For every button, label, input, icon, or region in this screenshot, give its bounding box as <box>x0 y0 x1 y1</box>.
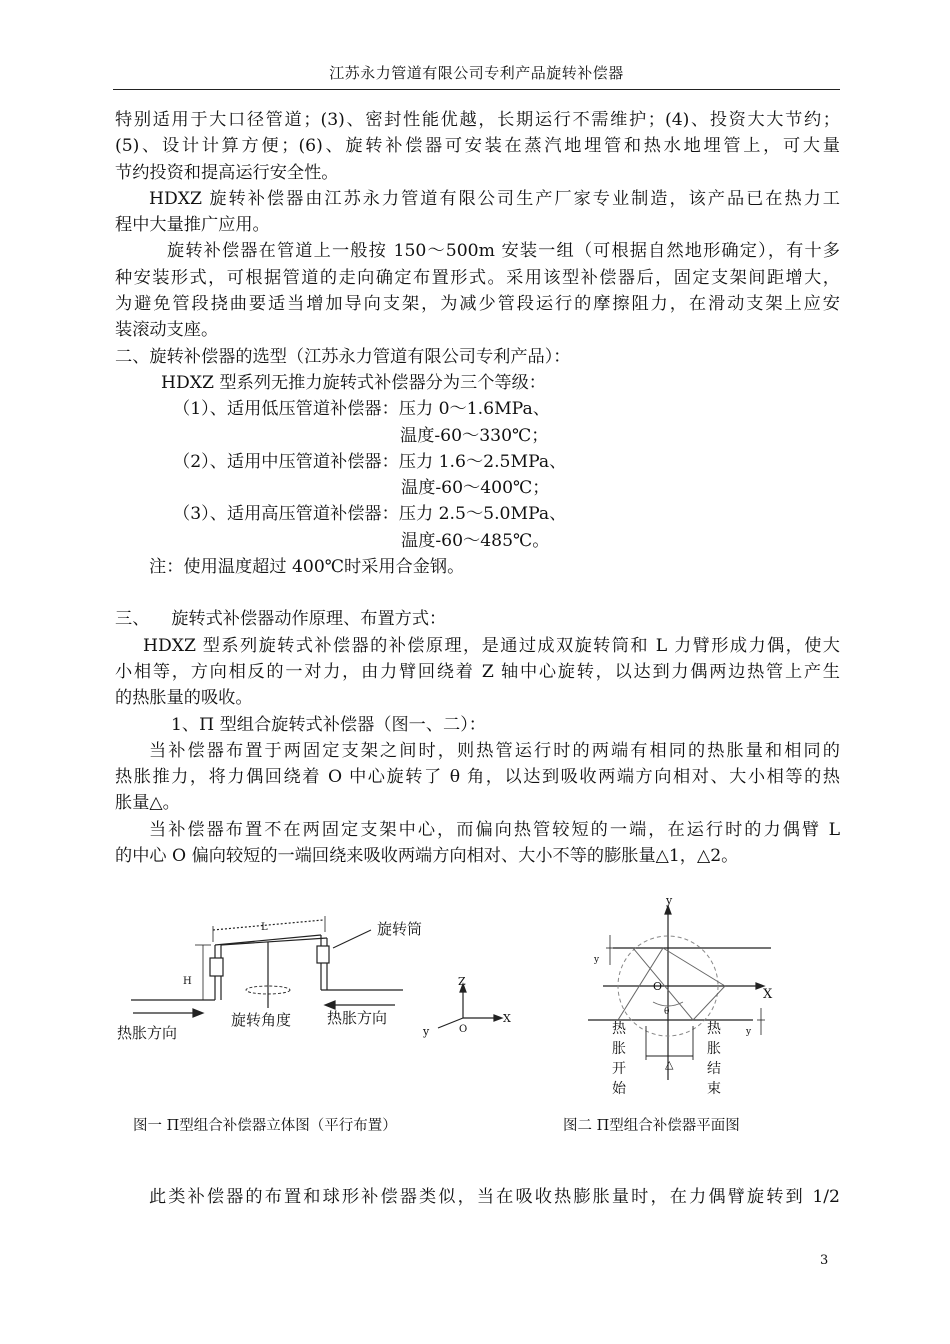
svg-text:束: 束 <box>707 1081 721 1097</box>
paragraph-line: 当补偿器布置不在两固定支架中心，而偏向热管较短的一端，在运行时的力偶臂 L <box>149 819 840 840</box>
axis-z: Z <box>458 975 466 988</box>
figures <box>113 890 840 1110</box>
fig2-axis-y: y <box>666 894 673 907</box>
fig2-axis-x: X <box>763 987 773 1002</box>
class-2: （2）、适用中压管道补偿器：压力 1.6～2.5MPa、 <box>173 451 567 472</box>
paragraph-line: 胀量△。 <box>115 793 180 814</box>
label-drum: 旋转筒 <box>377 920 423 938</box>
paragraph-line: 节约投资和提高运行安全性。 <box>115 162 339 183</box>
figure2-labels <box>593 894 773 1097</box>
paragraph-line: 此类补偿器的布置和球形补偿器类似，当在吸收热膨胀量时，在力偶臂旋转到 1/2 <box>149 1187 840 1207</box>
temp-1: 温度-60～330℃； <box>400 425 549 446</box>
svg-text:始: 始 <box>612 1081 626 1097</box>
paragraph-line: 为避免管段挠曲要适当增加导向支架，为减少管段运行的摩擦阻力，在滑动支架上应安 <box>115 294 840 315</box>
figure-diagrams <box>113 890 840 1110</box>
class-3: （3）、适用高压管道补偿器：压力 2.5～5.0MPa、 <box>173 504 567 525</box>
fig2-label-start <box>612 1020 627 1097</box>
paragraph-line: HDXZ 型系列旋转式补偿器的补偿原理，是通过成双旋转筒和 L 力臂形成力偶，使大 <box>143 635 840 656</box>
fig2-label-end <box>707 1020 722 1097</box>
axis-x: X <box>503 1012 511 1025</box>
figure1-diagram <box>131 916 502 1028</box>
header-rule <box>113 89 840 90</box>
body-text <box>115 107 840 869</box>
paragraph-line: 的中心 O 偏向较短的一端回绕来吸收两端方向相对、大小不等的膨胀量△1，△2。 <box>115 846 739 867</box>
section-heading-2: 二、旋转补偿器的选型（江苏永力管道有限公司专利产品）： <box>115 346 571 367</box>
axis-y: y <box>423 1025 430 1038</box>
svg-text:结: 结 <box>707 1061 721 1077</box>
axis-o: O <box>459 1024 468 1035</box>
svg-text:胀: 胀 <box>707 1041 721 1057</box>
temp-2: 温度-60～400℃； <box>401 478 550 499</box>
paragraph-line: 当补偿器布置于两固定支架之间时，则热管运行时的两端有相同的热胀量和相同的 <box>149 740 840 761</box>
paragraph-line: 小相等，方向相反的一对力，由力臂回绕着 Z 轴中心旋转，以达到力偶两边热管上产生 <box>115 661 840 682</box>
fig2-label-theta: θ <box>664 1007 670 1017</box>
svg-text:热: 热 <box>707 1021 721 1037</box>
paragraph-line: 装滚动支座。 <box>115 320 219 341</box>
section-heading-3: 三、 旋转式补偿器动作原理、布置方式： <box>115 609 447 630</box>
svg-text:热: 热 <box>612 1021 626 1037</box>
label-heat-right: 热胀方向 <box>327 1009 388 1027</box>
paragraph-line: 种安装形式，可根据管道的走向确定布置形式。采用该型补偿器后，固定支架间距增大， <box>115 267 840 288</box>
fig2-dim-y-right: y <box>746 1027 752 1037</box>
right-drum <box>317 946 329 963</box>
subsection-heading: 1、Π 型组合旋转式补偿器（图一、二）： <box>171 714 486 735</box>
svg-text:胀: 胀 <box>612 1041 626 1057</box>
paragraph-line: HDXZ 旋转补偿器由江苏永力管道有限公司生产厂家专业制造，该产品已在热力工 <box>149 188 840 209</box>
page-header: 江苏永力管道有限公司专利产品旋转补偿器 <box>329 64 624 82</box>
paragraph-line: (5)、设计计算方便；(6)、旋转补偿器可安装在蒸汽地埋管和热水地埋管上，可大量 <box>115 136 840 157</box>
label-heat-left: 热胀方向 <box>117 1024 178 1042</box>
paragraph-line: 旋转补偿器在管道上一般按 150～500m 安装一组（可根据自然地形确定），有十多 <box>167 241 840 262</box>
fig2-dim-y-top: y <box>594 955 600 965</box>
fig2-label-delta: △ <box>665 1058 674 1071</box>
label-angle: 旋转角度 <box>231 1011 292 1029</box>
paragraph-line: HDXZ 型系列无推力旋转式补偿器分为三个等级： <box>161 372 546 393</box>
svg-text:开: 开 <box>612 1061 626 1077</box>
note: 注：使用温度超过 400℃时采用合金钢。 <box>149 557 465 578</box>
paragraph-line: 的热胀量的吸收。 <box>115 688 253 709</box>
paragraph-line: 热胀推力，将力偶回绕着 O 中心旋转了 θ 角，以达到吸收两端方向相对、大小相等的热 <box>115 767 840 788</box>
temp-3: 温度-60～485℃。 <box>401 530 550 551</box>
page-number: 3 <box>820 1253 829 1268</box>
paragraph-line: 程中大量推广应用。 <box>115 215 270 236</box>
figure1-caption: 图一 Π型组合补偿器立体图（平行布置） <box>133 1118 397 1134</box>
fig2-label-o: O <box>653 980 663 993</box>
label-H: H <box>183 976 192 987</box>
figure2-caption: 图二 Π型组合补偿器平面图 <box>563 1118 740 1134</box>
label-L: L <box>261 922 268 933</box>
paragraph-line: 特别适用于大口径管道；(3)、密封性能优越，长期运行不需维护；(4)、投资大大节约； <box>115 110 840 130</box>
class-1: （1）、适用低压管道补偿器：压力 0～1.6MPa、 <box>173 399 550 420</box>
left-drum <box>210 958 223 976</box>
